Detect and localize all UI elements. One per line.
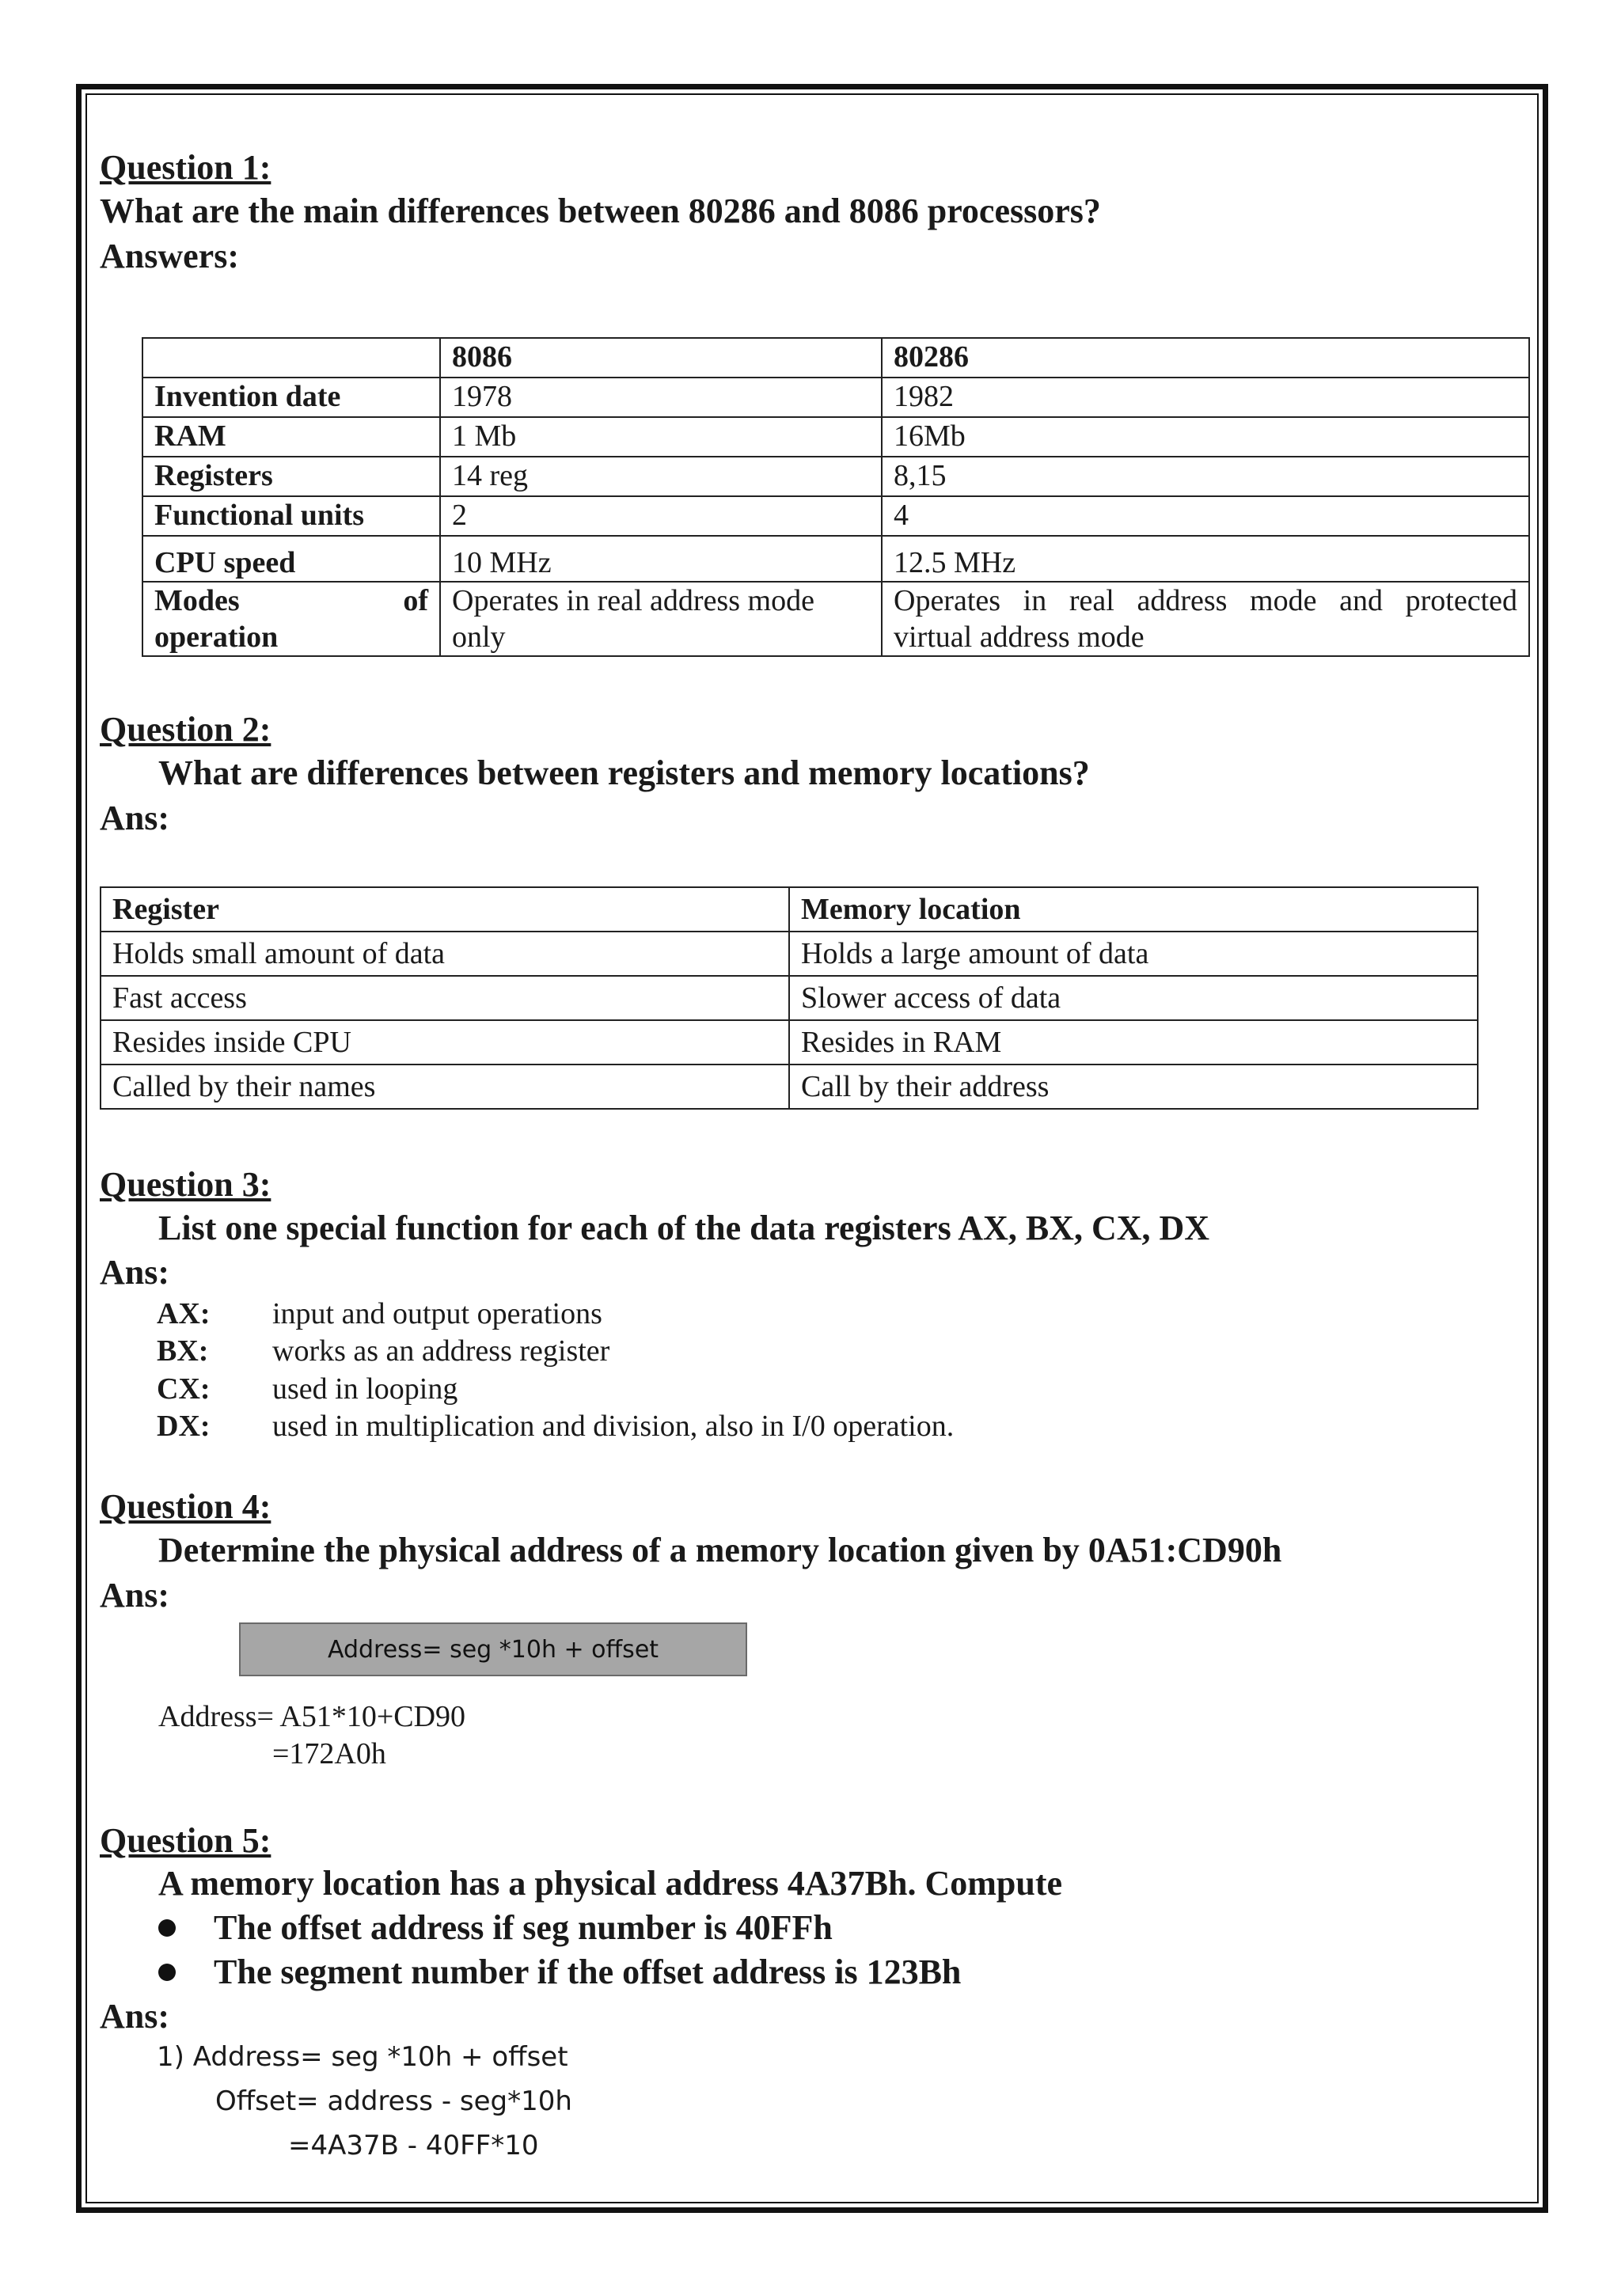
question-5-work-line: 1) Address= seg *10h + offset	[157, 2041, 568, 2073]
bullet-item	[158, 1955, 961, 1990]
register-item	[157, 1299, 602, 1329]
cell-line: Operates in real address mode	[452, 584, 814, 617]
table-header-cell: Register	[101, 887, 789, 932]
modes-label-word: Modes	[154, 584, 240, 617]
table-header-row	[101, 887, 1478, 932]
table-header-cell	[142, 338, 440, 378]
table-cell	[440, 582, 882, 656]
register-item	[157, 1336, 609, 1366]
table-row	[142, 417, 1529, 457]
table-row	[142, 582, 1529, 656]
question-2-answer-label: Ans:	[100, 799, 170, 837]
table-cell: Functional units	[142, 496, 440, 536]
table-cell: Fast access	[101, 976, 789, 1020]
table-cell: Invention date	[142, 378, 440, 417]
table-row	[142, 536, 1529, 582]
table-row	[101, 1020, 1478, 1065]
bullet-icon	[158, 1964, 176, 1981]
bullet-item	[158, 1908, 833, 1947]
table-cell: Slower access of data	[789, 976, 1478, 1020]
question-2-text: What are differences between registers and memory locations?	[158, 753, 1090, 792]
table-cell: 16Mb	[882, 417, 1529, 457]
table-row	[101, 1065, 1478, 1109]
question-5-work-line: =4A37B - 40FF*10	[288, 2130, 539, 2161]
register-name: BX:	[157, 1334, 209, 1368]
question-2-title: Question 2:	[100, 710, 271, 749]
table-row	[101, 976, 1478, 1020]
register-name: CX:	[157, 1372, 211, 1406]
question-4-work-line: =172A0h	[272, 1737, 386, 1770]
table-header-cell: 80286	[882, 338, 1529, 378]
table-cell: CPU speed	[142, 536, 440, 582]
table-cell: 12.5 MHz	[882, 536, 1529, 582]
table-cell: Call by their address	[789, 1065, 1478, 1109]
table-header-cell: Memory location	[789, 887, 1478, 932]
question-4-work-line: Address= A51*10+CD90	[158, 1700, 466, 1733]
table-cell: 4	[882, 496, 1529, 536]
table-cell: Resides in RAM	[789, 1020, 1478, 1065]
table-cell: Registers	[142, 457, 440, 496]
table-cell: 10 MHz	[440, 536, 882, 582]
question-5-title: Question 5:	[100, 1821, 271, 1860]
table-cell: 1982	[882, 378, 1529, 417]
register-item	[157, 1374, 457, 1404]
bullet-text: The segment number if the offset address is 123Bh	[214, 1953, 962, 1991]
table-cell: 1 Mb	[440, 417, 882, 457]
table-cell: Holds a large amount of data	[789, 932, 1478, 976]
cell-line: Operates in real address mode and protected	[894, 584, 1517, 617]
modes-label-word: of	[403, 584, 428, 617]
table-cell: 2	[440, 496, 882, 536]
register-memory-table	[100, 886, 1479, 1110]
table-header-row	[142, 338, 1529, 378]
processor-comparison-table	[142, 337, 1530, 657]
register-name: AX:	[157, 1297, 211, 1330]
table-header-cell: 8086	[440, 338, 882, 378]
cell-line: virtual address mode	[894, 620, 1145, 654]
question-3-title: Question 3:	[100, 1165, 271, 1204]
table-cell	[882, 582, 1529, 656]
question-4-text: Determine the physical address of a memory location given by 0A51:CD90h	[158, 1531, 1282, 1569]
question-1-answer-label: Answers:	[100, 237, 239, 275]
table-row	[142, 457, 1529, 496]
register-item	[157, 1411, 954, 1441]
register-function: works as an address register	[272, 1334, 610, 1368]
register-function: input and output operations	[272, 1297, 602, 1330]
table-row	[142, 378, 1529, 417]
bullet-icon	[158, 1919, 176, 1937]
modes-label-word: operation	[154, 620, 279, 654]
table-cell-modes-label	[142, 582, 440, 656]
question-1-text: What are the main differences between 80286 and 8086 processors?	[100, 192, 1101, 230]
register-function: used in multiplication and division, also in I/0 operation.	[272, 1410, 955, 1443]
table-cell: 1978	[440, 378, 882, 417]
question-5-answer-label: Ans:	[100, 1997, 170, 2036]
bullet-text: The offset address if seg number is 40FFh	[214, 1908, 833, 1947]
question-3-text: List one special function for each of the data registers AX, BX, CX, DX	[158, 1209, 1210, 1247]
question-5-text: A memory location has a physical address 4A37Bh. Compute	[158, 1864, 1063, 1903]
register-name: DX:	[157, 1410, 211, 1443]
table-cell: Holds small amount of data	[101, 932, 789, 976]
question-4-answer-label: Ans:	[100, 1576, 170, 1615]
question-1-title: Question 1:	[100, 148, 271, 187]
table-cell: Called by their names	[101, 1065, 789, 1109]
table-cell: RAM	[142, 417, 440, 457]
cell-line: only	[452, 620, 506, 654]
question-5-work-line: Offset= address - seg*10h	[215, 2085, 572, 2117]
address-formula-box: Address= seg *10h + offset	[239, 1622, 747, 1676]
table-row	[101, 932, 1478, 976]
question-3-answer-label: Ans:	[100, 1253, 170, 1292]
register-function: used in looping	[272, 1372, 458, 1406]
table-cell: Resides inside CPU	[101, 1020, 789, 1065]
table-cell: 8,15	[882, 457, 1529, 496]
table-row	[142, 496, 1529, 536]
question-4-title: Question 4:	[100, 1487, 271, 1526]
table-cell: 14 reg	[440, 457, 882, 496]
